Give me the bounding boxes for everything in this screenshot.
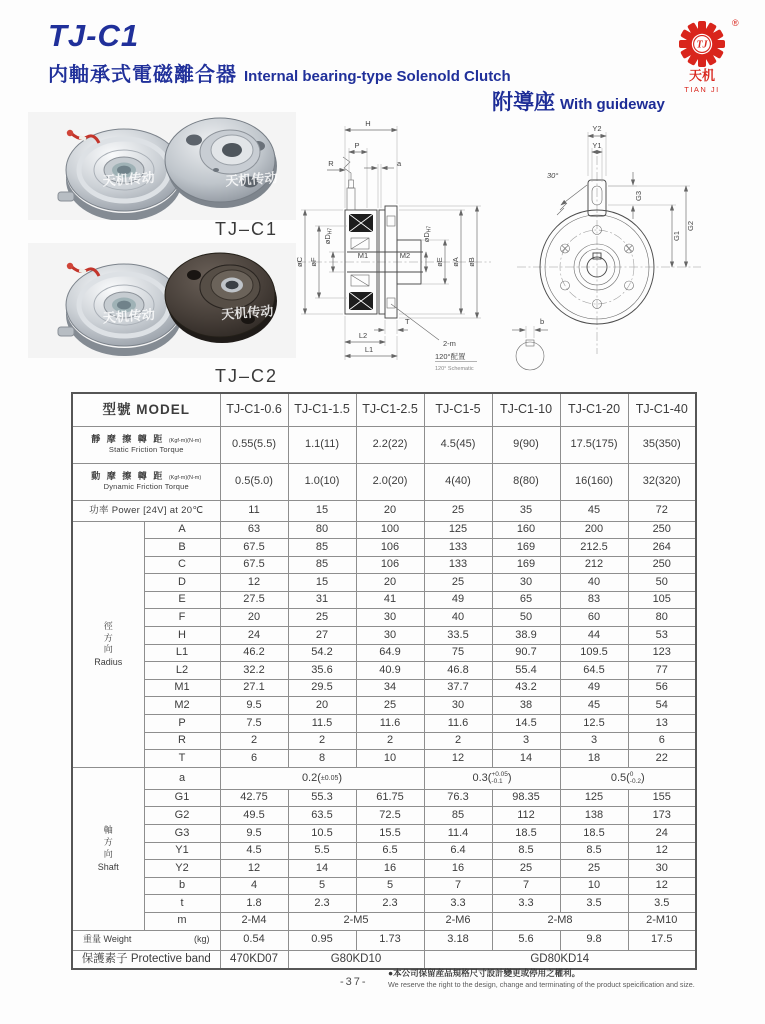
power-value-cell: 15 xyxy=(288,500,356,521)
torque-label-cell: 動 摩 擦 轉 距 (Kgf-m)(N-m) Dynamic Friction Torque xyxy=(72,463,220,500)
protective-value-cell: GD80KD14 xyxy=(424,950,696,969)
param-cell: b xyxy=(144,877,220,895)
param-cell: R xyxy=(144,732,220,750)
dim-value-cell: 41 xyxy=(356,591,424,609)
dim-value-cell: 125 xyxy=(560,789,628,807)
dim-value-cell: 3 xyxy=(560,732,628,750)
shaft-section-cell: 軸 方 向 Shaft xyxy=(72,767,144,930)
dim-value-cell: 173 xyxy=(628,807,696,825)
dim-value-cell: 10 xyxy=(560,877,628,895)
dim-value-cell: 133 xyxy=(424,539,492,557)
dim-value-cell: 106 xyxy=(356,539,424,557)
dim-value-cell: 18 xyxy=(560,750,628,768)
dim-value-cell: 5 xyxy=(288,877,356,895)
dim-value-cell: 76.3 xyxy=(424,789,492,807)
svg-text:H: H xyxy=(365,119,371,128)
dim-value-cell: 38.9 xyxy=(492,627,560,645)
dim-value-cell: 3 xyxy=(492,732,560,750)
model-name-cell: TJ-C1-1.5 xyxy=(288,393,356,426)
dim-value-cell: 20 xyxy=(356,574,424,592)
param-cell: T xyxy=(144,750,220,768)
dim-value-cell: 1.8 xyxy=(220,895,288,913)
dim-value-cell: 125 xyxy=(424,521,492,539)
param-cell: G3 xyxy=(144,825,220,843)
clutch-photo-illustration xyxy=(28,112,296,220)
dim-value-cell: 56 xyxy=(628,679,696,697)
protective-value-cell: G80KD10 xyxy=(288,950,424,969)
svg-text:M2: M2 xyxy=(399,251,411,260)
dim-value-cell: 2.3 xyxy=(288,895,356,913)
dim-value-cell: 40 xyxy=(560,574,628,592)
dim-value-cell: 8.5 xyxy=(560,842,628,860)
section-view-drawing xyxy=(293,112,523,388)
dim-value-cell: 5.5 xyxy=(288,842,356,860)
dim-value-cell: 14 xyxy=(288,860,356,878)
dim-value-cell: 12 xyxy=(220,860,288,878)
torque-value-cell: 1.0(10) xyxy=(288,463,356,500)
weight-value-cell: 9.8 xyxy=(560,930,628,950)
dim-value-cell: 6.5 xyxy=(356,842,424,860)
dim-value-cell: 250 xyxy=(628,521,696,539)
logo-monogram: TJ xyxy=(696,39,708,51)
dim-value-cell: 160 xyxy=(492,521,560,539)
torque-value-cell: 1.1(11) xyxy=(288,426,356,463)
param-cell: A xyxy=(144,521,220,539)
guideway-zh: 附導座 xyxy=(492,91,555,114)
dim-value-cell: 45 xyxy=(560,697,628,715)
weight-value-cell: 17.5 xyxy=(628,930,696,950)
logo-name-zh: 天机 xyxy=(688,68,716,83)
subtitle-zh: 内軸承式電磁離合器 xyxy=(48,64,237,86)
radius-section-cell: 徑 方 向 Radius xyxy=(72,521,144,767)
clutch-armature-photo xyxy=(165,253,277,343)
dim-value-cell: 8.5 xyxy=(492,842,560,860)
svg-text:R: R xyxy=(328,159,334,168)
dim-value-cell: 60 xyxy=(560,609,628,627)
torque-value-cell: 16(160) xyxy=(560,463,628,500)
dim-value-cell: 18.5 xyxy=(492,825,560,843)
param-cell: L2 xyxy=(144,662,220,680)
dim-value-cell: 80 xyxy=(288,521,356,539)
dim-value-cell: 42.75 xyxy=(220,789,288,807)
dim-value-cell: 32.2 xyxy=(220,662,288,680)
dim-value-cell: 25 xyxy=(560,860,628,878)
dim-value-cell: 7 xyxy=(492,877,560,895)
dim-value-cell: 106 xyxy=(356,556,424,574)
dim-value-cell: 25 xyxy=(492,860,560,878)
param-cell: Y2 xyxy=(144,860,220,878)
dim-value-cell: 38 xyxy=(492,697,560,715)
svg-text:øF: øF xyxy=(309,257,318,267)
dim-value-cell: 264 xyxy=(628,539,696,557)
param-cell: Y1 xyxy=(144,842,220,860)
dim-value-cell: 30 xyxy=(424,697,492,715)
dim-value-cell: 50 xyxy=(492,609,560,627)
weight-value-cell: 0.95 xyxy=(288,930,356,950)
power-value-cell: 35 xyxy=(492,500,560,521)
dim-value-cell: 212.5 xyxy=(560,539,628,557)
svg-text:øA: øA xyxy=(451,257,460,267)
dim-value-cell: 212 xyxy=(560,556,628,574)
footer-note-en: We reserve the right to the design, change and terminating of the product speicification and size. xyxy=(388,980,695,989)
dim-value-cell: 54 xyxy=(628,697,696,715)
dim-value-cell: 40.9 xyxy=(356,662,424,680)
svg-text:øE: øE xyxy=(435,257,444,267)
svg-text:øB: øB xyxy=(467,257,476,267)
dim-value-cell: 20 xyxy=(220,609,288,627)
dim-value-cell: 50 xyxy=(628,574,696,592)
dim-value-cell: 35.6 xyxy=(288,662,356,680)
model-name-cell: TJ-C1-0.6 xyxy=(220,393,288,426)
dim-value-cell: 11.6 xyxy=(424,715,492,733)
model-name-cell: TJ-C1-10 xyxy=(492,393,560,426)
param-cell: M2 xyxy=(144,697,220,715)
dim-value-cell: 40 xyxy=(424,609,492,627)
dim-value-cell: 6.4 xyxy=(424,842,492,860)
guideway-en: With guideway xyxy=(560,96,665,113)
param-cell: E xyxy=(144,591,220,609)
torque-value-cell: 32(320) xyxy=(628,463,696,500)
dim-value-cell: 63 xyxy=(220,521,288,539)
power-value-cell: 45 xyxy=(560,500,628,521)
dim-value-cell: 75 xyxy=(424,644,492,662)
dim-value-cell: 2 xyxy=(220,732,288,750)
dim-value-cell: 11.6 xyxy=(356,715,424,733)
dim-value-cell: 9.5 xyxy=(220,825,288,843)
dim-value-cell: 3.5 xyxy=(628,895,696,913)
param-cell: D xyxy=(144,574,220,592)
torque-value-cell: 4.5(45) xyxy=(424,426,492,463)
dim-value-cell: 34 xyxy=(356,679,424,697)
dim-value-cell: 14 xyxy=(492,750,560,768)
torque-value-cell: 35(350) xyxy=(628,426,696,463)
logo-name-en: TIAN JI xyxy=(684,85,720,94)
dim-value-cell: 16 xyxy=(424,860,492,878)
dim-value-cell: 7 xyxy=(424,877,492,895)
thread-cell: 2-M4 xyxy=(220,912,288,930)
dim-value-cell: 49 xyxy=(424,591,492,609)
spec-table xyxy=(71,392,697,970)
power-value-cell: 72 xyxy=(628,500,696,521)
dim-value-cell: 200 xyxy=(560,521,628,539)
dim-value-cell: 67.5 xyxy=(220,539,288,557)
dim-value-cell: 8 xyxy=(288,750,356,768)
footer-note-zh: ●本公司保留産品規格尺寸設計變更或停用之權利。 xyxy=(388,968,581,978)
dim-value-cell: 4.5 xyxy=(220,842,288,860)
weight-value-cell: 5.6 xyxy=(492,930,560,950)
param-cell: G1 xyxy=(144,789,220,807)
dim-value-cell: 63.5 xyxy=(288,807,356,825)
dim-value-cell: 64.9 xyxy=(356,644,424,662)
clutch-armature-photo xyxy=(165,118,278,208)
dim-value-cell: 14.5 xyxy=(492,715,560,733)
torque-value-cell: 0.55(5.5) xyxy=(220,426,288,463)
dim-value-cell: 80 xyxy=(628,609,696,627)
clutch-photo-illustration xyxy=(28,243,296,358)
protective-value-cell: 470KD07 xyxy=(220,950,288,969)
svg-text:天机传动: 天机传动 xyxy=(224,170,278,189)
dim-value-cell: 112 xyxy=(492,807,560,825)
footer-notes xyxy=(388,967,758,989)
dim-value-cell: 53 xyxy=(628,627,696,645)
svg-text:b: b xyxy=(540,317,545,326)
dim-value-cell: 25 xyxy=(288,609,356,627)
power-value-cell: 20 xyxy=(356,500,424,521)
svg-text:øC: øC xyxy=(295,257,304,267)
dim-value-cell: 90.7 xyxy=(492,644,560,662)
dim-value-cell: 24 xyxy=(628,825,696,843)
dim-value-cell: 20 xyxy=(288,697,356,715)
dim-value-cell: 64.5 xyxy=(560,662,628,680)
dim-value-cell: 37.7 xyxy=(424,679,492,697)
param-cell: F xyxy=(144,609,220,627)
dim-value-cell: 10 xyxy=(356,750,424,768)
svg-text:天机传动: 天机传动 xyxy=(220,303,274,322)
dim-value-cell: 12 xyxy=(628,842,696,860)
dim-value-cell: 169 xyxy=(492,556,560,574)
svg-text:T: T xyxy=(405,317,410,326)
dim-value-cell: 155 xyxy=(628,789,696,807)
dim-value-cell: 3.3 xyxy=(424,895,492,913)
dim-value-cell: 9.5 xyxy=(220,697,288,715)
dim-value-cell: 30 xyxy=(628,860,696,878)
model-header-cell: 型號 MODEL xyxy=(72,393,220,426)
dim-value-cell: 85 xyxy=(288,539,356,557)
dim-value-cell: 98.35 xyxy=(492,789,560,807)
dim-value-cell: 2 xyxy=(424,732,492,750)
dim-value-cell: 11.4 xyxy=(424,825,492,843)
dim-value-cell: 12 xyxy=(220,574,288,592)
svg-text:M1: M1 xyxy=(357,251,369,260)
model-name-cell: TJ-C1-2.5 xyxy=(356,393,424,426)
torque-value-cell: 4(40) xyxy=(424,463,492,500)
param-cell: L1 xyxy=(144,644,220,662)
subtitle-en: Internal bearing-type Solenold Clutch xyxy=(244,68,511,85)
dim-value-cell: 3.5 xyxy=(560,895,628,913)
dim-value-cell: 5 xyxy=(356,877,424,895)
dim-value-cell: 55.3 xyxy=(288,789,356,807)
param-cell: M1 xyxy=(144,679,220,697)
param-cell: P xyxy=(144,715,220,733)
registered-mark-icon: ® xyxy=(732,18,739,28)
dim-value-cell: 12.5 xyxy=(560,715,628,733)
dim-value-cell: 2 xyxy=(288,732,356,750)
model-name-cell: TJ-C1-40 xyxy=(628,393,696,426)
dim-value-cell: 85 xyxy=(288,556,356,574)
front-view-drawing xyxy=(505,112,763,384)
dim-value-cell: 13 xyxy=(628,715,696,733)
thread-cell: 2-M10 xyxy=(628,912,696,930)
param-cell: C xyxy=(144,556,220,574)
dim-value-cell: 61.75 xyxy=(356,789,424,807)
dim-value-cell: 27 xyxy=(288,627,356,645)
dim-value-cell: 16 xyxy=(356,860,424,878)
dim-value-cell: 123 xyxy=(628,644,696,662)
dim-value-cell: 30 xyxy=(356,627,424,645)
dim-value-cell: 15 xyxy=(288,574,356,592)
dim-value-cell: 25 xyxy=(356,697,424,715)
dim-value-cell: 85 xyxy=(424,807,492,825)
svg-text:120° Schematic: 120° Schematic xyxy=(435,366,474,372)
param-cell: G2 xyxy=(144,807,220,825)
page-subtitle xyxy=(48,58,511,87)
dim-value-cell: 49.5 xyxy=(220,807,288,825)
thread-cell: 2-M6 xyxy=(424,912,492,930)
svg-text:Y2: Y2 xyxy=(592,124,602,133)
dim-value-cell: 65 xyxy=(492,591,560,609)
dim-value-cell: 12 xyxy=(424,750,492,768)
svg-text:30°: 30° xyxy=(547,171,559,180)
photo-label-tjc2: TJ–C2 xyxy=(215,366,279,386)
model-name-cell: TJ-C1-5 xyxy=(424,393,492,426)
dim-value-cell: 27.1 xyxy=(220,679,288,697)
torque-value-cell: 17.5(175) xyxy=(560,426,628,463)
svg-text:G1: G1 xyxy=(672,230,681,242)
dim-value-cell: 24 xyxy=(220,627,288,645)
param-cell: a xyxy=(144,767,220,789)
dim-value-cell: 27.5 xyxy=(220,591,288,609)
dim-value-cell: 46.2 xyxy=(220,644,288,662)
dim-value-cell: 6 xyxy=(220,750,288,768)
svg-text:øDH7: $øD_{H7}$ xyxy=(422,225,433,243)
dim-value-cell: 250 xyxy=(628,556,696,574)
dim-value-cell: 77 xyxy=(628,662,696,680)
dim-value-cell: 72.5 xyxy=(356,807,424,825)
dim-value-cell: 133 xyxy=(424,556,492,574)
svg-text:L1: L1 xyxy=(364,345,374,354)
dim-value-cell: 30 xyxy=(356,609,424,627)
param-cell: B xyxy=(144,539,220,557)
dim-value-cell: 54.2 xyxy=(288,644,356,662)
dim-value-cell: 33.5 xyxy=(424,627,492,645)
weight-value-cell: 3.18 xyxy=(424,930,492,950)
power-value-cell: 25 xyxy=(424,500,492,521)
torque-value-cell: 2.2(22) xyxy=(356,426,424,463)
thread-cell: 2-M8 xyxy=(492,912,628,930)
svg-text:P: P xyxy=(354,141,360,150)
dim-value-cell: 31 xyxy=(288,591,356,609)
param-cell: m xyxy=(144,912,220,930)
torque-value-cell: 2.0(20) xyxy=(356,463,424,500)
dim-value-cell: 44 xyxy=(560,627,628,645)
tolerance-cell: 0.5( 0 -0.2 ) xyxy=(560,767,696,789)
gear-logo-icon xyxy=(660,14,750,100)
dim-value-cell: 109.5 xyxy=(560,644,628,662)
page-number: -37- xyxy=(340,976,368,988)
param-cell: t xyxy=(144,895,220,913)
torque-value-cell: 0.5(5.0) xyxy=(220,463,288,500)
weight-label-cell: 重量 Weight (kg) xyxy=(72,930,220,950)
dim-value-cell: 18.5 xyxy=(560,825,628,843)
product-photo-tjc1 xyxy=(28,112,296,220)
page-title: TJ-C1 xyxy=(48,18,140,53)
torque-value-cell: 9(90) xyxy=(492,426,560,463)
dim-value-cell: 2.3 xyxy=(356,895,424,913)
tolerance-cell: 0.2( ±0.05 ) xyxy=(220,767,424,789)
dim-value-cell: 7.5 xyxy=(220,715,288,733)
dim-value-cell: 43.2 xyxy=(492,679,560,697)
dim-value-cell: 55.4 xyxy=(492,662,560,680)
dim-value-cell: 25 xyxy=(424,574,492,592)
dim-value-cell: 29.5 xyxy=(288,679,356,697)
power-label-cell: 功率 Power [24V] at 20℃ xyxy=(72,500,220,521)
dim-value-cell: 67.5 xyxy=(220,556,288,574)
svg-text:a: a xyxy=(397,159,402,168)
svg-text:天机传动: 天机传动 xyxy=(102,169,156,189)
dim-value-cell: 169 xyxy=(492,539,560,557)
dim-value-cell: 22 xyxy=(628,750,696,768)
dim-value-cell: 12 xyxy=(628,877,696,895)
weight-value-cell: 1.73 xyxy=(356,930,424,950)
svg-text:øDH7: $øD_{H7}$ xyxy=(323,227,334,245)
svg-text:L2: L2 xyxy=(358,331,368,340)
dim-value-cell: 100 xyxy=(356,521,424,539)
torque-value-cell: 8(80) xyxy=(492,463,560,500)
model-name-cell: TJ-C1-20 xyxy=(560,393,628,426)
photo-label-tjc1: TJ–C1 xyxy=(215,219,279,239)
tolerance-cell: 0.3( +0.05 -0.1 ) xyxy=(424,767,560,789)
svg-text:天机传动: 天机传动 xyxy=(102,306,156,326)
power-value-cell: 11 xyxy=(220,500,288,521)
svg-text:2-m: 2-m xyxy=(443,339,456,348)
dim-value-cell: 3.3 xyxy=(492,895,560,913)
svg-text:G3: G3 xyxy=(634,190,643,202)
dim-value-cell: 11.5 xyxy=(288,715,356,733)
thread-cell: 2-M5 xyxy=(288,912,424,930)
dim-value-cell: 105 xyxy=(628,591,696,609)
dim-value-cell: 46.8 xyxy=(424,662,492,680)
dim-value-cell: 15.5 xyxy=(356,825,424,843)
dim-value-cell: 10.5 xyxy=(288,825,356,843)
dim-value-cell: 49 xyxy=(560,679,628,697)
dim-value-cell: 2 xyxy=(356,732,424,750)
dim-value-cell: 138 xyxy=(560,807,628,825)
dim-value-cell: 6 xyxy=(628,732,696,750)
protective-label-cell: 保護素子 Protective band xyxy=(72,950,220,969)
product-photo-tjc2 xyxy=(28,243,296,358)
svg-text:Y1: Y1 xyxy=(592,141,602,150)
dim-value-cell: 4 xyxy=(220,877,288,895)
dim-value-cell: 83 xyxy=(560,591,628,609)
svg-text:G2: G2 xyxy=(686,220,695,232)
brand-logo xyxy=(660,14,750,105)
svg-text:120°配置: 120°配置 xyxy=(435,352,466,361)
param-cell: H xyxy=(144,627,220,645)
weight-value-cell: 0.54 xyxy=(220,930,288,950)
torque-label-cell: 靜 摩 擦 轉 距 (Kgf-m)(N-m) Static Friction Torque xyxy=(72,426,220,463)
dim-value-cell: 30 xyxy=(492,574,560,592)
